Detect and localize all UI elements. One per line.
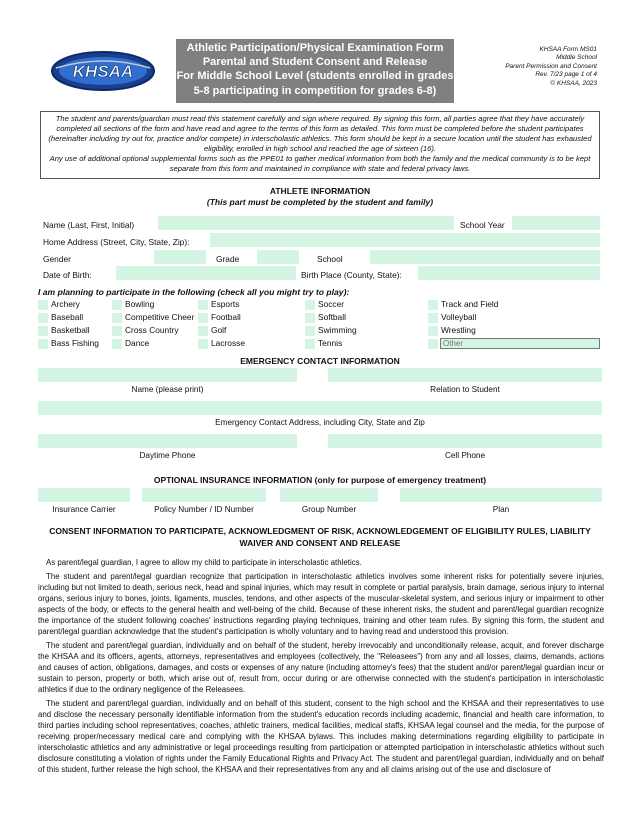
- school-year-field[interactable]: [512, 216, 600, 230]
- dob-field[interactable]: [116, 266, 296, 280]
- school-field[interactable]: [370, 250, 600, 264]
- consent-heading: CONSENT INFORMATION TO PARTICIPATE, ACKNOWLEDGMENT OF RISK, ACKNOWLEDGEMENT OF ELIGIBILITY RULES, LIABILITY: [49, 526, 591, 536]
- sport-label: Competitive Cheer: [125, 312, 195, 322]
- birthplace-label: Birth Place (County, State):: [301, 270, 402, 280]
- consent-paragraph: The student and parent/legal guardian, individually and on behalf of this student, consent to the high school and the KHSAA and their representatives to use and disclose the necessary personally identifiable information from the student's education records including academic, financial and health care information, to third parties including school representatives, coaches, athletic trainers, medical facilities, medical staffs, KHSAA legal counsel and the media, for the purpose of receiving proper/necessary medical care and complying with the KHSAA bylaws. This includes making determinations regarding eligibility to participate in interscholastic athletics and any administrative or legal proceedings resulting from participation or attempted participation in interscholastic athletics without such disclosure constituting a violation of rights under the Family Educational Rights and Privacy Act. The student and parent/legal guardian, individually and on behalf of this student, further release the high school, the KHSAA and their representatives from any and all claims arising out of the use and disclosure of: [38, 699, 604, 774]
- notice-paragraph: The student and parents/guardian must read this statement carefully and sign where required. By signing this form, all parties agree that they have accurately completed all sections of the form and have read and agree to the terms of this form as detailed. This form must be completed before the student participates (hereinafter including try out for, practice and/or compete) in interscholastic athletics. This form should be kept in a secure location until the student has exhausted eligibility, enrolled in high school and reached the age of sixteen (16).: [48, 114, 592, 153]
- title-line: Parental and Student Consent and Release: [202, 56, 428, 69]
- checkbox-competitive-cheer[interactable]: [112, 313, 122, 323]
- sport-label: Archery: [51, 299, 80, 309]
- logo-text: KHSAA: [72, 62, 134, 81]
- athlete-heading: ATHLETE INFORMATION: [269, 186, 371, 196]
- daytime-phone-field[interactable]: [38, 434, 297, 448]
- group-number-label: Group Number: [301, 505, 357, 514]
- cell-phone-label: Cell Phone: [444, 451, 486, 460]
- school-label: School: [317, 254, 343, 264]
- checkbox-softball[interactable]: [305, 313, 315, 323]
- checkbox-cross-country[interactable]: [112, 326, 122, 336]
- sports-prompt: I am planning to participate in the following (check all you might try to play):: [38, 287, 350, 297]
- relation-label: Relation to Student: [430, 385, 500, 394]
- checkbox-dance[interactable]: [112, 339, 122, 349]
- sport-label: Bowling: [125, 299, 155, 309]
- relation-field[interactable]: [328, 368, 602, 382]
- other-sport-input[interactable]: [440, 338, 600, 349]
- sport-label: Dance: [125, 338, 150, 348]
- policy-number-label: Policy Number / ID Number: [154, 505, 254, 514]
- sport-label: Track and Field: [441, 299, 499, 309]
- notice-paragraph: Any use of additional optional supplemental forms such as the PPE01 to gather medical information from both the family and the medical community is to be kept separate from this form and maintained in compliance with state and federal privacy laws.: [49, 154, 591, 173]
- checkbox-esports[interactable]: [198, 300, 208, 310]
- title-line: For Middle School Level (students enrolled in grades: [176, 70, 454, 83]
- checkbox-baseball[interactable]: [38, 313, 48, 323]
- title-line: Athletic Participation/Physical Examination Form: [186, 42, 444, 54]
- instructions-notice: [40, 111, 600, 179]
- checkbox-bowling[interactable]: [112, 300, 122, 310]
- consent-body: [38, 557, 604, 778]
- cell-phone-field[interactable]: [328, 434, 602, 448]
- sport-label: Volleyball: [441, 312, 477, 322]
- emergency-heading: EMERGENCY CONTACT INFORMATION: [240, 356, 400, 366]
- daytime-phone-label: Daytime Phone: [139, 451, 196, 460]
- form-info: [480, 46, 597, 88]
- form-info-line: © KHSAA, 2023: [550, 79, 597, 87]
- consent-paragraph: The student and parent/legal guardian recognize that participation in interscholastic athletics involves some inherent risks for potentially severe injuries, including but not limited to death, serious neck, head and spinal injuries, which may result in complete or partial paralysis, brain damage, serious injury to internal organs, serious injury to bones, joints, ligaments, muscles, tendons, and other aspects of the muscular-skeletal system, and serious injury or impairment to other aspects of the body, or effects to the general health and well-being of the child. Because of these inherent risks, the student and parent/legal guardian recognize the importance of the student following coaches' instructions regarding playing techniques, training and other team rules. By signing this form, the student and parent/legal guardian acknowledge that the student's participation is wholly voluntary and to having read and understood this provision.: [38, 572, 604, 636]
- checkbox-bass-fishing[interactable]: [38, 339, 48, 349]
- sport-label: Swimming: [318, 325, 357, 335]
- form-info-line: Rev. 7/23 page 1 of 4: [535, 71, 597, 79]
- checkbox-wrestling[interactable]: [428, 326, 438, 336]
- grade-field[interactable]: [257, 250, 299, 264]
- group-number-field[interactable]: [280, 488, 378, 502]
- sport-label: Soccer: [318, 299, 345, 309]
- checkbox-track-and-field[interactable]: [428, 300, 438, 310]
- emergency-address-label: Emergency Contact Address, including City, State and Zip: [215, 418, 425, 427]
- plan-label: Plan: [492, 505, 510, 514]
- form-info-line: Parent Permission and Consent: [505, 62, 597, 70]
- checkbox-basketball[interactable]: [38, 326, 48, 336]
- consent-heading-2: WAIVER AND CONSENT AND RELEASE: [239, 538, 401, 548]
- address-label: Home Address (Street, City, State, Zip):: [43, 237, 190, 247]
- gender-field[interactable]: [154, 250, 206, 264]
- policy-number-field[interactable]: [142, 488, 266, 502]
- form-title: [176, 39, 454, 103]
- checkbox-swimming[interactable]: [305, 326, 315, 336]
- sport-label: Golf: [211, 325, 227, 335]
- sport-label: Football: [211, 312, 241, 322]
- sport-label: Baseball: [51, 312, 84, 322]
- checkbox-volleyball[interactable]: [428, 313, 438, 323]
- emergency-name-field[interactable]: [38, 368, 297, 382]
- checkbox-other[interactable]: [428, 339, 438, 349]
- emergency-address-field[interactable]: [38, 401, 602, 415]
- name-field[interactable]: [158, 216, 454, 230]
- emergency-name-label: Name (please print): [131, 385, 204, 394]
- insurance-heading: OPTIONAL INSURANCE INFORMATION (only for purpose of emergency treatment): [153, 475, 487, 485]
- name-label: Name (Last, First, Initial): [43, 220, 135, 230]
- consent-paragraph: The student and parent/legal guardian, individually and on behalf of the student, hereby irrevocably and unconditionally release, acquit, and forever discharge the KHSAA and its officers, agents, attorneys, representatives and employees (collectively, the "Releasees") from any and all losses, claims, demands, actions and causes of action, obligations, damages, and costs or expenses of any nature (including attorney's fees) that the student and/or parent/legal guardian incur or sustain to person, property or both, which arise out of, result from, occur during or are otherwise connected with the student's participation in interscholastic athletics if due to the ordinary negligence of the Releasees.: [38, 641, 604, 694]
- checkbox-archery[interactable]: [38, 300, 48, 310]
- sport-label: Lacrosse: [211, 338, 245, 348]
- form-info-line: Middle School: [556, 54, 597, 62]
- plan-field[interactable]: [400, 488, 602, 502]
- sport-label: Tennis: [318, 338, 343, 348]
- gender-label: Gender: [43, 254, 71, 264]
- dob-label: Date of Birth:: [43, 270, 92, 280]
- sport-label: Wrestling: [441, 325, 476, 335]
- sport-label: Bass Fishing: [51, 338, 99, 348]
- khsaa-logo: [50, 50, 156, 92]
- athlete-subheading: (This part must be completed by the student and family): [206, 197, 434, 207]
- school-year-label: School Year: [460, 220, 505, 230]
- checkbox-soccer[interactable]: [305, 300, 315, 310]
- sport-label: Cross Country: [125, 325, 179, 335]
- form-info-line: KHSAA Form MS01: [539, 46, 597, 53]
- sport-label: Softball: [318, 312, 346, 322]
- title-line: 5-8 participating in competition for grades 6-8): [193, 84, 437, 97]
- home-address-field[interactable]: [210, 233, 600, 247]
- birthplace-field[interactable]: [418, 266, 600, 280]
- checkbox-tennis[interactable]: [305, 339, 315, 349]
- insurance-carrier-label: Insurance Carrier: [52, 505, 116, 514]
- checkbox-football[interactable]: [198, 313, 208, 323]
- checkbox-golf[interactable]: [198, 326, 208, 336]
- insurance-carrier-field[interactable]: [38, 488, 130, 502]
- sport-label: Esports: [211, 299, 240, 309]
- checkbox-lacrosse[interactable]: [198, 339, 208, 349]
- consent-paragraph: As parent/legal guardian, I agree to allow my child to participate in interscholastic athletics.: [46, 558, 362, 567]
- sport-label: Basketball: [51, 325, 90, 335]
- grade-label: Grade: [216, 254, 240, 264]
